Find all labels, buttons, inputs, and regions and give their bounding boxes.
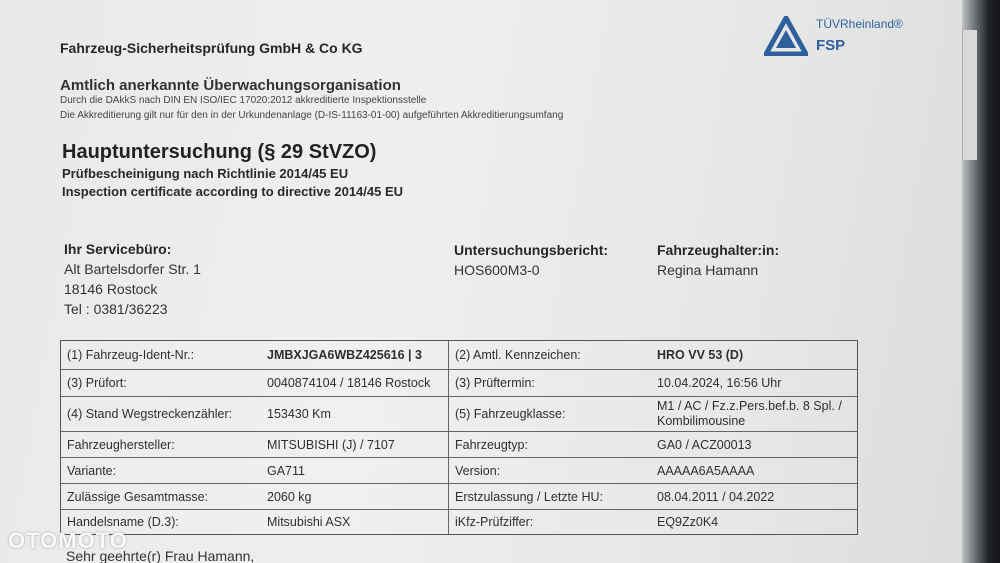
field-label: Handelsname (D.3): bbox=[67, 515, 179, 529]
owner-heading: Fahrzeughalter:in: bbox=[657, 242, 780, 258]
field-value: 10.04.2024, 16:56 Uhr bbox=[657, 376, 782, 390]
report-heading: Untersuchungsbericht: bbox=[454, 242, 609, 258]
field-label: Fahrzeugtyp: bbox=[455, 437, 528, 452]
accreditation-line-2: Die Akkreditierung gilt nur für den in der Urkundenanlage (D-IS-11163-01-00) aufgeführten Akkreditierungsumfang bbox=[60, 110, 564, 121]
table-row bbox=[61, 510, 857, 534]
field-label: (5) Fahrzeugklasse: bbox=[455, 407, 566, 421]
field-value: GA711 bbox=[261, 458, 449, 483]
field-label: (3) Prüftermin: bbox=[455, 376, 535, 390]
table-row bbox=[61, 484, 857, 510]
field-label: Version: bbox=[455, 463, 501, 478]
field-label: (4) Stand Wegstreckenzähler: bbox=[67, 407, 233, 421]
table-row bbox=[61, 341, 857, 370]
owner-name: Regina Hamann bbox=[657, 262, 759, 278]
field-value: AAAAA6A5AAAA bbox=[657, 463, 755, 478]
table-row bbox=[61, 370, 857, 397]
document-subtitle-en: Inspection certificate according to directive 2014/45 EU bbox=[62, 184, 404, 199]
service-office-city: 18146 Rostock bbox=[64, 281, 158, 297]
field-value: 153430 Km bbox=[261, 397, 449, 431]
field-label: Fahrzeughersteller: bbox=[67, 437, 175, 452]
company-name: Fahrzeug-Sicherheitsprüfung GmbH & Co KG bbox=[60, 40, 363, 56]
organisation-title: Amtlich anerkannte Überwachungsorganisation bbox=[60, 77, 401, 94]
field-value: HRO VV 53 (D) bbox=[657, 348, 744, 362]
field-value: GA0 / ACZ00013 bbox=[657, 437, 752, 452]
vehicle-data-table bbox=[60, 340, 858, 535]
field-label: Erstzulassung / Letzte HU: bbox=[455, 489, 603, 504]
field-value: Mitsubishi ASX bbox=[261, 510, 449, 534]
table-row bbox=[61, 458, 857, 484]
document-subtitle-de: Prüfbescheinigung nach Richtlinie 2014/45 EU bbox=[62, 166, 349, 181]
field-value: EQ9Zz0K4 bbox=[657, 515, 719, 529]
field-value: 0040874104 / 18146 Rostock bbox=[261, 370, 449, 396]
field-value: 2060 kg bbox=[261, 484, 449, 509]
document-title: Hauptuntersuchung (§ 29 StVZO) bbox=[62, 141, 377, 163]
field-label: Zulässige Gesamtmasse: bbox=[67, 489, 209, 504]
tuv-triangle-icon bbox=[764, 16, 808, 61]
accreditation-line-1: Durch die DAkkS nach DIN EN ISO/IEC 17020:2012 akkreditierte Inspektionsstelle bbox=[60, 95, 427, 106]
field-label: (1) Fahrzeug-Ident-Nr.: bbox=[67, 348, 195, 362]
watermark-logo: OTOMOTO bbox=[8, 528, 128, 553]
field-label: (2) Amtl. Kennzeichen: bbox=[455, 348, 581, 362]
table-row bbox=[61, 397, 857, 432]
background-edge bbox=[962, 0, 1000, 563]
field-value: MITSUBISHI (J) / 7107 bbox=[261, 432, 449, 457]
field-label: iKfz-Prüfziffer: bbox=[455, 515, 534, 529]
field-label: Variante: bbox=[67, 463, 117, 478]
service-office-phone: Tel : 0381/36223 bbox=[64, 301, 168, 317]
field-value: 08.04.2011 / 04.2022 bbox=[657, 489, 775, 504]
service-office-heading: Ihr Servicebüro: bbox=[64, 241, 172, 257]
paper-stack-edge bbox=[962, 30, 977, 160]
report-number: HOS600M3-0 bbox=[454, 262, 540, 278]
logo-brand: TÜVRheinland® bbox=[816, 17, 903, 31]
logo-sub: FSP bbox=[816, 37, 846, 54]
field-label: (3) Prüfort: bbox=[67, 376, 127, 390]
service-office-street: Alt Bartelsdorfer Str. 1 bbox=[64, 261, 201, 277]
letter-greeting: Sehr geehrte(r) Frau Hamann, bbox=[66, 548, 255, 563]
field-value: JMBXJGA6WBZ425616 | 3 bbox=[261, 341, 449, 369]
table-row bbox=[61, 432, 857, 458]
field-value: M1 / AC / Fz.z.Pers.bef.b. 8 Spl. / Kombilimousine bbox=[657, 399, 842, 428]
